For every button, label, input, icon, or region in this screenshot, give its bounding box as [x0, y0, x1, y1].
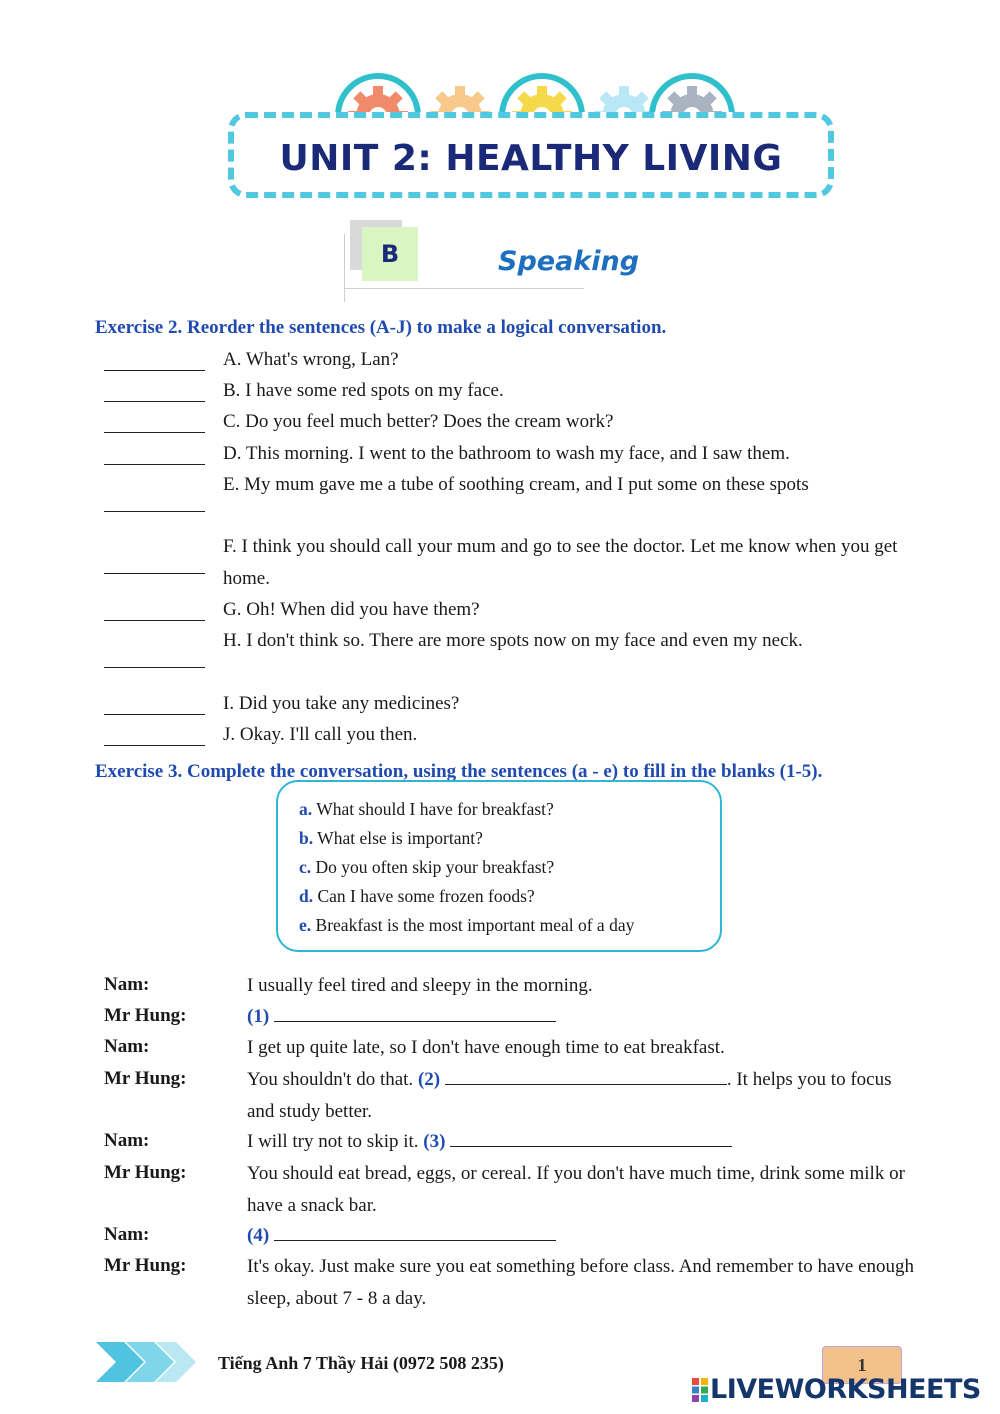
dialogue-line: I usually feel tired and sleepy in the morning. — [247, 975, 593, 996]
dialogue-line: You should eat bread, eggs, or cereal. If you don't have much time, drink some milk or have a snack bar. — [247, 1163, 905, 1216]
page-title: UNIT 2: HEALTHY LIVING — [279, 138, 783, 179]
answer-blank[interactable] — [274, 1003, 556, 1022]
dialogue-line: It's okay. Just make sure you eat something before class. And remember to have enough sleep, about 7 - 8 a day. — [247, 1256, 915, 1309]
option-item — [299, 828, 483, 849]
sentence-text: H. I don't think so. There are more spots now on my face and even my neck. — [223, 630, 803, 651]
dialogue-line — [247, 1126, 917, 1158]
dialogue-text: . It helps you to focus and study better. — [247, 1069, 892, 1122]
footer-credit: Tiếng Anh 7 Thầy Hải (0972 508 235) — [218, 1353, 504, 1373]
option-item — [299, 915, 634, 936]
dialogue-text: You shouldn't do that. — [247, 1069, 418, 1090]
answer-blank[interactable] — [104, 401, 205, 402]
speaker-label: Nam: — [104, 974, 150, 995]
answer-blank[interactable] — [104, 714, 205, 715]
speaker-label: Mr Hung: — [104, 1162, 187, 1183]
answer-blank[interactable] — [104, 370, 205, 371]
sentence-text: C. Do you feel much better? Does the cream work? — [223, 411, 614, 432]
sentence-text: F. I think you should call your mum and go to see the doctor. Let me know when you get home. — [223, 536, 898, 589]
sentence-text: I. Did you take any medicines? — [223, 693, 460, 714]
dialogue-line — [247, 1001, 917, 1033]
badge-divider-vertical — [344, 234, 345, 302]
speaker-label: Mr Hung: — [104, 1068, 187, 1089]
answer-blank[interactable] — [104, 620, 205, 621]
chevron-arrows-icon — [96, 1342, 196, 1382]
answer-blank[interactable] — [104, 464, 205, 465]
dialogue-line — [247, 1064, 917, 1127]
blank-number: (4) — [247, 1225, 270, 1246]
option-text: Can I have some frozen foods? — [317, 886, 535, 906]
blank-number: (1) — [247, 1006, 270, 1027]
liveworksheets-logo-icon — [692, 1378, 708, 1402]
speaker-label: Nam: — [104, 1224, 150, 1245]
blank-number: (3) — [423, 1131, 446, 1152]
answer-blank[interactable] — [274, 1222, 556, 1241]
option-text: What else is important? — [317, 828, 483, 848]
title-banner — [228, 112, 834, 198]
badge-divider-horizontal — [344, 288, 584, 289]
option-text: Do you often skip your breakfast? — [315, 857, 555, 877]
exercise2-heading: Exercise 2. Reorder the sentences (A-J) to make a logical conversation. — [95, 317, 667, 338]
sentence-text: E. My mum gave me a tube of soothing cream, and I put some on these spots — [223, 474, 809, 495]
sentence-text: J. Okay. I'll call you then. — [223, 724, 418, 745]
speaker-label: Mr Hung: — [104, 1255, 187, 1276]
answer-blank[interactable] — [450, 1128, 732, 1147]
speaker-label: Nam: — [104, 1036, 150, 1057]
section-title: Speaking — [498, 246, 640, 277]
option-letter: e. — [299, 915, 312, 935]
answer-blank[interactable] — [104, 573, 205, 574]
exercise3-heading: Exercise 3. Complete the conversation, using the sentences (a - e) to fill in the blanks (1-5). — [95, 761, 823, 782]
option-letter: a. — [299, 799, 313, 819]
blank-number: (2) — [417, 1069, 441, 1090]
options-box — [276, 780, 722, 952]
option-item — [299, 799, 554, 820]
speaker-label: Nam: — [104, 1130, 150, 1151]
option-text: What should I have for breakfast? — [316, 799, 554, 819]
liveworksheets-brand: LIVEWORKSHEETS — [710, 1374, 981, 1405]
option-item — [299, 886, 535, 907]
answer-blank[interactable] — [445, 1066, 727, 1085]
answer-blank[interactable] — [104, 745, 205, 746]
answer-blank[interactable] — [104, 511, 205, 512]
sentence-text: B. I have some red spots on my face. — [223, 380, 504, 401]
option-letter: d. — [299, 886, 314, 906]
page-number: 1 — [822, 1346, 902, 1384]
sentence-text: D. This morning. I went to the bathroom to wash my face, and I saw them. — [223, 443, 790, 464]
sentence-text: G. Oh! When did you have them? — [223, 599, 480, 620]
sentence-text: A. What's wrong, Lan? — [223, 349, 399, 370]
option-text: Breakfast is the most important meal of a day — [315, 915, 635, 935]
answer-blank[interactable] — [104, 667, 205, 668]
dialogue-line — [247, 1220, 917, 1252]
speaker-label: Mr Hung: — [104, 1005, 187, 1026]
dialogue-line: I get up quite late, so I don't have enough time to eat breakfast. — [247, 1037, 725, 1058]
option-letter: c. — [299, 857, 312, 877]
option-letter: b. — [299, 828, 314, 848]
option-item — [299, 857, 554, 878]
answer-blank[interactable] — [104, 432, 205, 433]
section-badge: B — [362, 227, 418, 281]
dialogue-text: I will try not to skip it. — [247, 1131, 424, 1152]
